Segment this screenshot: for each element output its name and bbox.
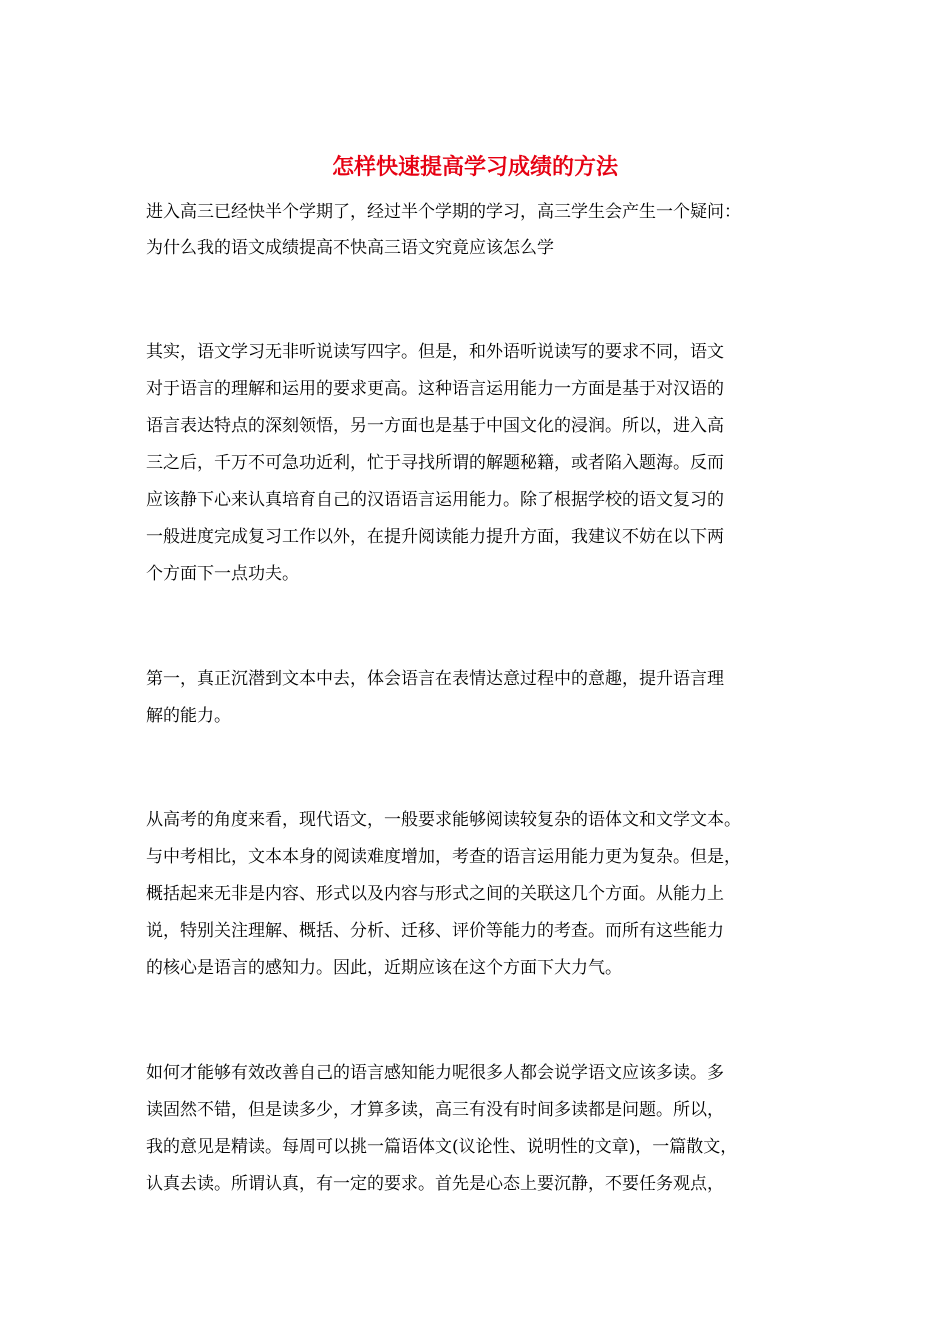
- paragraph-line: 与中考相比，文本本身的阅读难度增加，考查的语言运用能力更为复杂。但是，: [146, 847, 741, 867]
- paragraph-line: 认真去读。所谓认真，有一定的要求。首先是心态上要沉静，不要任务观点，: [146, 1174, 724, 1194]
- paragraph-line: 我的意见是精读。每周可以挑一篇语体文(议论性、说明性的文章)，一篇散文，: [146, 1137, 738, 1157]
- paragraph-line: 的核心是语言的感知力。因此，近期应该在这个方面下大力气。: [146, 958, 622, 978]
- paragraph-line: 概括起来无非是内容、形式以及内容与形式之间的关联这几个方面。从能力上: [146, 884, 724, 904]
- intro-line: 为什么我的语文成绩提高不快高三语文究竟应该怎么学: [146, 238, 554, 258]
- paragraph-line: 如何才能够有效改善自己的语言感知能力呢很多人都会说学语文应该多读。多: [146, 1063, 724, 1083]
- paragraph-line: 解的能力。: [146, 706, 231, 726]
- paragraph-line: 对于语言的理解和运用的要求更高。这种语言运用能力一方面是基于对汉语的: [146, 379, 724, 399]
- intro-line: 进入高三已经快半个学期了，经过半个学期的学习，高三学生会产生一个疑问：: [146, 202, 741, 222]
- paragraph-line: 第一，真正沉潜到文本中去，体会语言在表情达意过程中的意趣，提升语言理: [146, 669, 724, 689]
- paragraph-line: 语言表达特点的深刻领悟，另一方面也是基于中国文化的浸润。所以，进入高: [146, 416, 724, 436]
- document-title: 怎样快速提高学习成绩的方法: [331, 154, 618, 180]
- paragraph-line: 从高考的角度来看，现代语文，一般要求能够阅读较复杂的语体文和文学文本。: [146, 810, 741, 830]
- paragraph-line: 其实，语文学习无非听说读写四字。但是，和外语听说读写的要求不同，语文: [146, 342, 724, 362]
- paragraph-line: 读固然不错，但是读多少，才算多读，高三有没有时间多读都是问题。所以，: [146, 1100, 724, 1120]
- paragraph-line: 三之后，千万不可急功近利，忙于寻找所谓的解题秘籍，或者陷入题海。反而: [146, 453, 724, 473]
- paragraph-line: 说，特别关注理解、概括、分析、迁移、评价等能力的考查。而所有这些能力: [146, 921, 724, 941]
- paragraph-line: 应该静下心来认真培育自己的汉语语言运用能力。除了根据学校的语文复习的: [146, 490, 724, 510]
- paragraph-line: 一般进度完成复习工作以外，在提升阅读能力提升方面，我建议不妨在以下两: [146, 527, 724, 547]
- paragraph-line: 个方面下一点功夫。: [146, 564, 299, 584]
